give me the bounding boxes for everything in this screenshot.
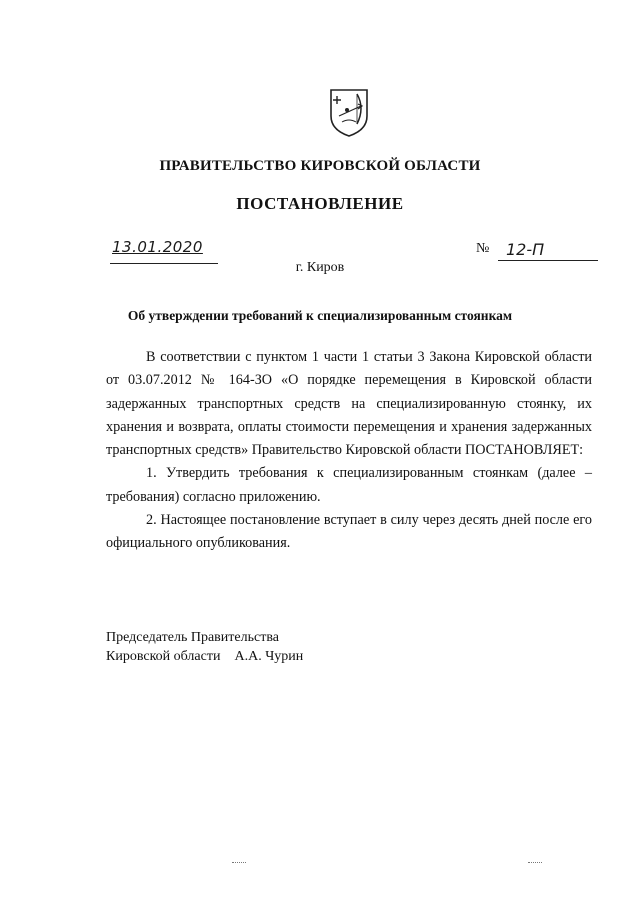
signatory-position-line2 [106,647,303,666]
document-type: ПОСТАНОВЛЕНИЕ [236,194,404,213]
handwritten-number: 12-П [506,240,545,259]
signatory-name: А.А. Чурин [234,649,304,664]
number-sign: № [476,241,490,256]
scan-mark [232,862,246,864]
signature-block [106,628,303,666]
preamble-paragraph: В соответствии с пунктом 1 части 1 статьи 3 Закона Кировской области от 03.07.2012 № 164-ЗО «О порядке перемещения в Кировской области задержанных транспортных средств на специализированную стоянку, их хранения и возврата, оплаты стоимости перемещения и хранения задержанных транспортных средств» Правительство Кировской области ПОСТАНОВЛЯЕТ: [106,349,592,459]
government-name: ПРАВИТЕЛЬСТВО КИРОВСКОЙ ОБЛАСТИ [159,158,481,174]
scan-mark [528,862,542,864]
signatory-region: Кировской области [106,649,221,664]
clause-2-paragraph: 2. Настоящее постановление вступает в силу через десять дней после его официального опубликования. [106,512,592,552]
document-subject: Об утверждении требований к специализированным стоянкам [127,308,513,323]
kirov-region-coat-of-arms-icon [327,86,371,138]
city: г. Киров [295,260,345,275]
clause-1-paragraph: 1. Утвердить требования к специализированным стоянкам (далее – требования) согласно приложению. [106,465,592,505]
document-body [106,346,592,556]
handwritten-date: 13.01.2020 [112,238,203,256]
signatory-position-line1: Председатель Правительства [106,630,279,645]
